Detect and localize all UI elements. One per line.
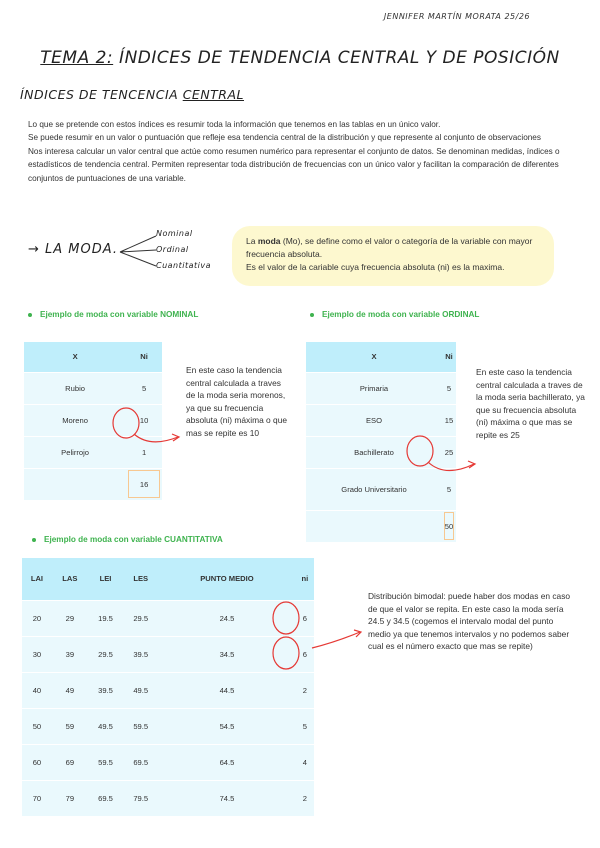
col-header: LAS xyxy=(52,558,88,600)
intro-paragraph-2: Se puede resumir en un valor o puntuación que refleje esa tendencia central de la distribución y que represente al conjunto de observaciones xyxy=(28,133,541,143)
title-prefix: TEMA 2: xyxy=(40,48,114,68)
col-header: LAI xyxy=(22,558,52,600)
col-header: X xyxy=(24,342,126,372)
total-cell: 50 xyxy=(442,510,456,542)
table-row: 50 59 49.5 59.5 54.5 5 xyxy=(22,708,314,744)
table-row: Primaria 5 xyxy=(306,372,456,404)
arrow-nominal xyxy=(134,434,178,442)
nominal-heading: Ejemplo de moda con variable NOMINAL xyxy=(28,310,198,319)
moda-label: → LA MODA. xyxy=(28,242,119,257)
arrow-ordinal xyxy=(428,462,474,471)
table-row: 60 69 59.5 69.5 64.5 4 xyxy=(22,744,314,780)
ordinal-heading: Ejemplo de moda con variable ORDINAL xyxy=(310,310,479,319)
table-row: 20 29 19.5 29.5 24.5 6 xyxy=(22,600,314,636)
section-title-prefix: ÍNDICES DE TENCENCIA xyxy=(20,87,183,102)
branch-nominal: Nominal xyxy=(156,229,193,238)
branch-cuantitativa: Cuantitativa xyxy=(156,261,212,270)
col-header: X xyxy=(306,342,442,372)
total-cell: 16 xyxy=(126,468,162,500)
intro-paragraph-1: Lo que se pretende con estos índices es resumir toda la información que tenemos en las tablas en un único valor. xyxy=(28,120,441,129)
col-header: LEI xyxy=(88,558,123,600)
arrow-cuantitativa xyxy=(312,632,360,648)
table-row: ESO 15 xyxy=(306,404,456,436)
table-row: 40 49 39.5 49.5 44.5 2 xyxy=(22,672,314,708)
circle-cuant-moda-1 xyxy=(273,602,299,634)
nominal-note: En este caso la tendencia central calculada a traves de la moda seria morenos, ya que su frecuencia absoluta (ni) máxima o que mas se repite es 10 xyxy=(186,365,288,438)
col-header: Ni xyxy=(126,342,162,372)
branch-ordinal: Ordinal xyxy=(156,245,189,254)
section-title-underlined: CENTRAL xyxy=(182,87,244,102)
col-header: PUNTO MEDIO xyxy=(158,558,295,600)
circle-ordinal-moda xyxy=(407,436,433,466)
table-row: Pelirrojo 1 xyxy=(24,436,162,468)
callout-line-2: Es el valor de la cariable cuya frecuencia absoluta (ni) es la maxima. xyxy=(246,262,505,272)
intro-paragraph-3: Nos interesa calcular un valor central que actúe como resumen numérico para representar el conjunto de datos. Se denominan medidas, índices o estadísticos de tendencia central. Permiten representar toda distribución de frecuencias con un único valor y facilitan la comparación de diferentes conjuntos de puntuaciones de una variable. xyxy=(28,146,560,183)
author-header: JENNIFER MARTÍN MORATA 25/26 xyxy=(383,12,530,21)
col-header: ni xyxy=(296,558,314,600)
table-row: Bachillerato 25 xyxy=(306,436,456,468)
cuantitativa-note: Distribución bimodal: puede haber dos modas en caso de que el valor se repita. En este caso la moda sería 24.5 y 34.5 (cogemos el intervalo modal del punto medio ya que tenemos intervalos y no podemos saber cual es el número exacto que mas se repite) xyxy=(368,591,571,652)
title-rest: ÍNDICES DE TENDENCIA CENTRAL Y DE POSICIÓN xyxy=(113,48,560,68)
table-row: 70 79 69.5 79.5 74.5 2 xyxy=(22,780,314,816)
col-header: LES xyxy=(123,558,158,600)
cuantitativa-heading: Ejemplo de moda con variable CUANTITATIVA xyxy=(32,535,223,544)
table-row: Rubio 5 xyxy=(24,372,162,404)
circle-cuant-moda-2 xyxy=(273,637,299,669)
circle-nominal-moda xyxy=(113,408,139,438)
col-header: Ni xyxy=(442,342,456,372)
ordinal-note: En este caso la tendencia central calculada a traves de la moda seria bachillerato, ya que su frecuencia absoluta (ni) máxima o que mas se repite es 25 xyxy=(476,367,585,440)
table-row: Grado Universitario 5 xyxy=(306,468,456,510)
callout-line-1: La moda (Mo), se define como el valor o categoría de la variable con mayor frecuencia absoluta. xyxy=(246,236,533,259)
table-row: 30 39 29.5 39.5 34.5 6 xyxy=(22,636,314,672)
table-row: Moreno 10 xyxy=(24,404,162,436)
callout-bold: moda xyxy=(257,236,281,246)
